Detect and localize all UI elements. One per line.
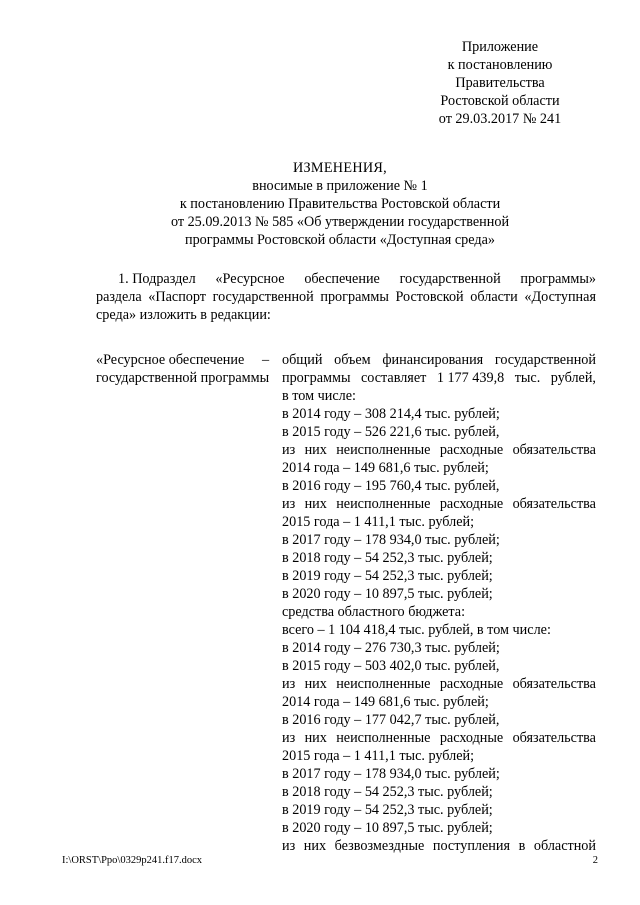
paragraph-word: государственной [399,271,501,287]
paragraph-line: среда» изложить в редакции: [96,307,271,323]
resource-detail-word: из [282,676,296,692]
footer-file-path: I:\ORST\Ppo\0329p241.f17.docx [62,855,203,866]
resource-detail-word: составляет [360,370,427,386]
resource-detail-line: 2014 года – 149 681,6 тыс. рублей; [282,460,489,476]
paragraph-word: программы [320,289,389,305]
resource-detail-line: средства областного бюджета: [282,604,466,620]
appendix-line: к постановлению [447,57,553,73]
resource-detail-word: неисполненные [336,730,431,746]
resource-detail-line: в 2019 году – 54 252,3 тыс. рублей; [282,568,493,584]
appendix-line: Приложение [461,39,539,55]
resource-detail-line: в 2015 году – 503 402,0 тыс. рублей, [282,658,500,674]
paragraph-word: обеспечение [304,271,380,287]
paragraph-item-1 [96,270,596,324]
document-heading [90,159,590,249]
paragraph-word: Ростовской [395,289,464,305]
resource-detail-word: неисполненные [336,676,431,692]
resource-detail-word: обязательства [512,730,596,746]
resource-detail-line: всего – 1 104 418,4 тыс. рублей, в том числе: [282,622,551,638]
resource-detail-word: них [304,442,327,458]
resource-detail-word: государственной [494,352,596,368]
paragraph-word: «Паспорт [148,289,206,305]
resource-detail-word: неисполненные [336,442,431,458]
resource-detail-word: них [304,496,327,512]
resource-detail-word: из [282,730,296,746]
resource-detail-line [282,369,596,387]
resource-detail-line: в 2020 году – 10 897,5 тыс. рублей; [282,586,493,602]
resource-detail-line: в 2015 году – 526 221,6 тыс. рублей, [282,424,500,440]
page-number: 2 [592,855,598,866]
resource-detail-line: в 2014 году – 276 730,3 тыс. рублей; [282,640,500,656]
heading-line: программы Ростовской области «Доступная среда» [185,232,495,248]
resource-detail-line: 2015 года – 1 411,1 тыс. рублей; [282,514,475,530]
resource-label-line: «Ресурсное обеспечение [96,352,245,368]
appendix-line: Ростовской области [440,93,560,109]
resource-detail-line [282,837,596,855]
resource-detail-word: 1 177 439,8 [436,370,505,386]
resource-detail-line: в 2018 году – 54 252,3 тыс. рублей; [282,550,493,566]
resource-detail-word: расходные [439,676,504,692]
resource-detail-line: 2015 года – 1 411,1 тыс. рублей; [282,748,475,764]
resource-detail-word: программы [282,370,351,386]
resource-detail-line: в 2014 году – 308 214,4 тыс. рублей; [282,406,500,422]
resource-detail-word: в [518,838,526,854]
paragraph-line [96,270,596,288]
heading-line: от 25.09.2013 № 585 «Об утверждении государственной [170,214,510,230]
resource-detail-word: них [303,838,327,854]
appendix-header [410,38,590,128]
resource-detail-word: них [304,676,327,692]
table-dash: – [262,352,270,368]
resource-label-line: государственной программы [96,370,270,386]
resource-detail-line: в 2017 году – 178 934,0 тыс. рублей; [282,766,500,782]
resource-detail-word: расходные [439,730,504,746]
page-footer [62,855,598,867]
resource-detail-word: из [282,442,296,458]
resource-detail-line: в 2020 году – 10 897,5 тыс. рублей; [282,820,493,836]
resource-detail-line: в 2016 году – 177 042,7 тыс. рублей, [282,712,500,728]
resource-detail-word: них [304,730,327,746]
resource-detail-word: объем [334,352,371,368]
resource-detail-line: в 2019 году – 54 252,3 тыс. рублей; [282,802,493,818]
resource-detail-line [282,351,596,369]
resource-detail-line: в том числе: [282,388,356,404]
paragraph-word: «Ресурсное [215,271,285,287]
heading-line: к постановлению Правительства Ростовской области [179,196,501,212]
resource-detail-line [282,441,596,459]
resource-details [282,351,596,855]
resource-detail-word: обязательства [512,442,596,458]
resource-detail-word: поступления [432,838,510,854]
appendix-line: Правительства [455,75,545,91]
paragraph-word: программы» [520,271,596,287]
resource-detail-word: финансирования [382,352,484,368]
resource-detail-line [282,729,596,747]
appendix-line: от 29.03.2017 № 241 [438,111,562,127]
resource-detail-word: безвозмездные [334,838,425,854]
paragraph-line [96,288,596,306]
resource-detail-word: тыс. [514,370,541,386]
resource-detail-word: из [282,496,296,512]
resource-detail-word: общий [282,352,323,368]
resource-detail-word: обязательства [512,496,596,512]
resource-detail-word: из [282,838,296,854]
paragraph-word: 1. Подраздел [118,271,196,287]
paragraph-word: раздела [96,289,142,305]
resource-detail-word: обязательства [512,676,596,692]
document-title: ИЗМЕНЕНИЯ, [292,160,388,176]
resource-detail-word: рублей, [550,370,596,386]
resource-detail-word: расходные [439,496,504,512]
paragraph-word: области [470,289,518,305]
paragraph-word: государственной [212,289,314,305]
resource-detail-line: в 2018 году – 54 252,3 тыс. рублей; [282,784,493,800]
resource-detail-line [282,495,596,513]
resource-label [96,351,270,387]
resource-detail-line [282,675,596,693]
resource-detail-line: в 2016 году – 195 760,4 тыс. рублей, [282,478,500,494]
resource-detail-word: расходные [439,442,504,458]
paragraph-word: «Доступная [524,289,596,305]
heading-line: вносимые в приложение № 1 [252,178,428,194]
resource-detail-word: неисполненные [336,496,431,512]
resource-detail-line: в 2017 году – 178 934,0 тыс. рублей; [282,532,500,548]
resource-detail-line: 2014 года – 149 681,6 тыс. рублей; [282,694,489,710]
resource-detail-word: областной [533,838,596,854]
